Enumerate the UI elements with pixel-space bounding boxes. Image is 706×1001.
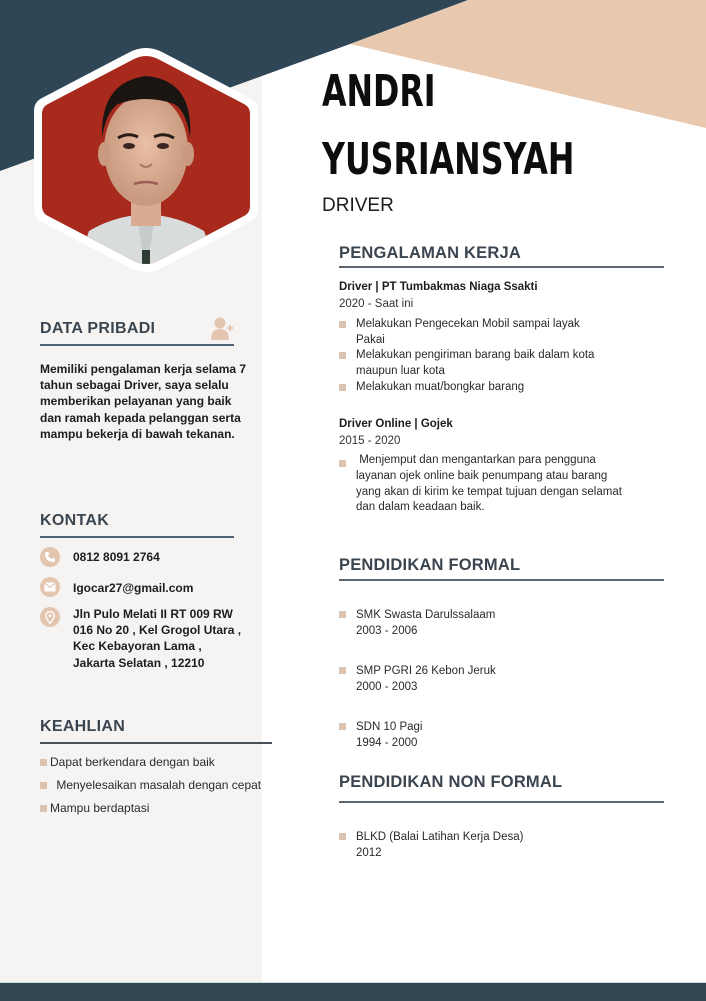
bullet-square-icon	[339, 833, 346, 840]
phone-number[interactable]: 0812 8091 2764	[73, 550, 160, 564]
keahlian-heading: KEAHLIAN	[40, 718, 126, 735]
bullet-square-icon	[40, 782, 47, 789]
location-pin-icon	[40, 607, 60, 627]
address-line: Jakarta Selatan , 12210	[73, 655, 205, 670]
email-address[interactable]: Igocar27@gmail.com	[73, 581, 194, 595]
profile-photo	[34, 46, 258, 274]
contact-address	[40, 607, 242, 670]
job-period: 2015 - 2020	[339, 435, 401, 447]
address-line: Kec Kebayoran Lama ,	[73, 639, 202, 654]
bullet-square-icon	[339, 723, 346, 730]
address-line: Jln Pulo Melati II RT 009 RW	[73, 607, 233, 621]
keahlian-rule	[40, 742, 272, 744]
pendidikan-non-formal-rule	[339, 801, 664, 803]
bullet-square-icon	[339, 384, 346, 391]
first-name: ANDRI	[322, 66, 436, 117]
kontak-rule	[40, 536, 234, 538]
contact-phone	[40, 547, 160, 567]
bullet-square-icon	[40, 759, 47, 766]
bullet-square-icon	[339, 611, 346, 618]
skill-item: Menyelesaikan masalah dengan cepat	[40, 778, 261, 792]
contact-email	[40, 577, 194, 597]
data-pribadi-rule	[40, 344, 234, 346]
about-text: Memiliki pengalaman kerja selama 7 tahun sebagai Driver, saya selalu memberikan pelayanan yang baik dan ramah kepada pelanggan serta mampu bekerja di bawah tekanan.	[40, 362, 247, 441]
pendidikan-formal-heading: PENDIDIKAN FORMAL	[339, 556, 521, 574]
job-title: Driver Online | Gojek	[339, 418, 453, 430]
pengalaman-heading: PENGALAMAN KERJA	[339, 244, 521, 262]
mail-icon	[40, 577, 60, 597]
job-role: DRIVER	[322, 195, 394, 216]
bullet-square-icon	[339, 667, 346, 674]
bullet-square-icon	[40, 805, 47, 812]
bullet-square-icon	[339, 460, 346, 467]
bullet-square-icon	[339, 321, 346, 328]
pendidikan-non-formal-heading: PENDIDIKAN NON FORMAL	[339, 773, 563, 791]
skill-item: Mampu berdaptasi	[40, 801, 149, 815]
job-title: Driver | PT Tumbakmas Niaga Ssakti	[339, 281, 538, 293]
pengalaman-rule	[339, 266, 664, 268]
phone-icon	[40, 547, 60, 567]
footer-band	[0, 982, 706, 1001]
bullet-square-icon	[339, 352, 346, 359]
skill-item: Dapat berkendara dengan baik	[40, 755, 215, 769]
address-text	[73, 606, 241, 671]
address-line: 016 No 20 , Kel Grogol Utara ,	[73, 623, 242, 638]
job-period: 2020 - Saat ini	[339, 298, 414, 310]
last-name: YUSRIANSYAH	[322, 134, 575, 185]
data-pribadi-heading: DATA PRIBADI	[40, 320, 156, 337]
pendidikan-formal-rule	[339, 579, 664, 581]
user-plus-icon	[210, 316, 236, 342]
kontak-heading: KONTAK	[40, 512, 110, 529]
